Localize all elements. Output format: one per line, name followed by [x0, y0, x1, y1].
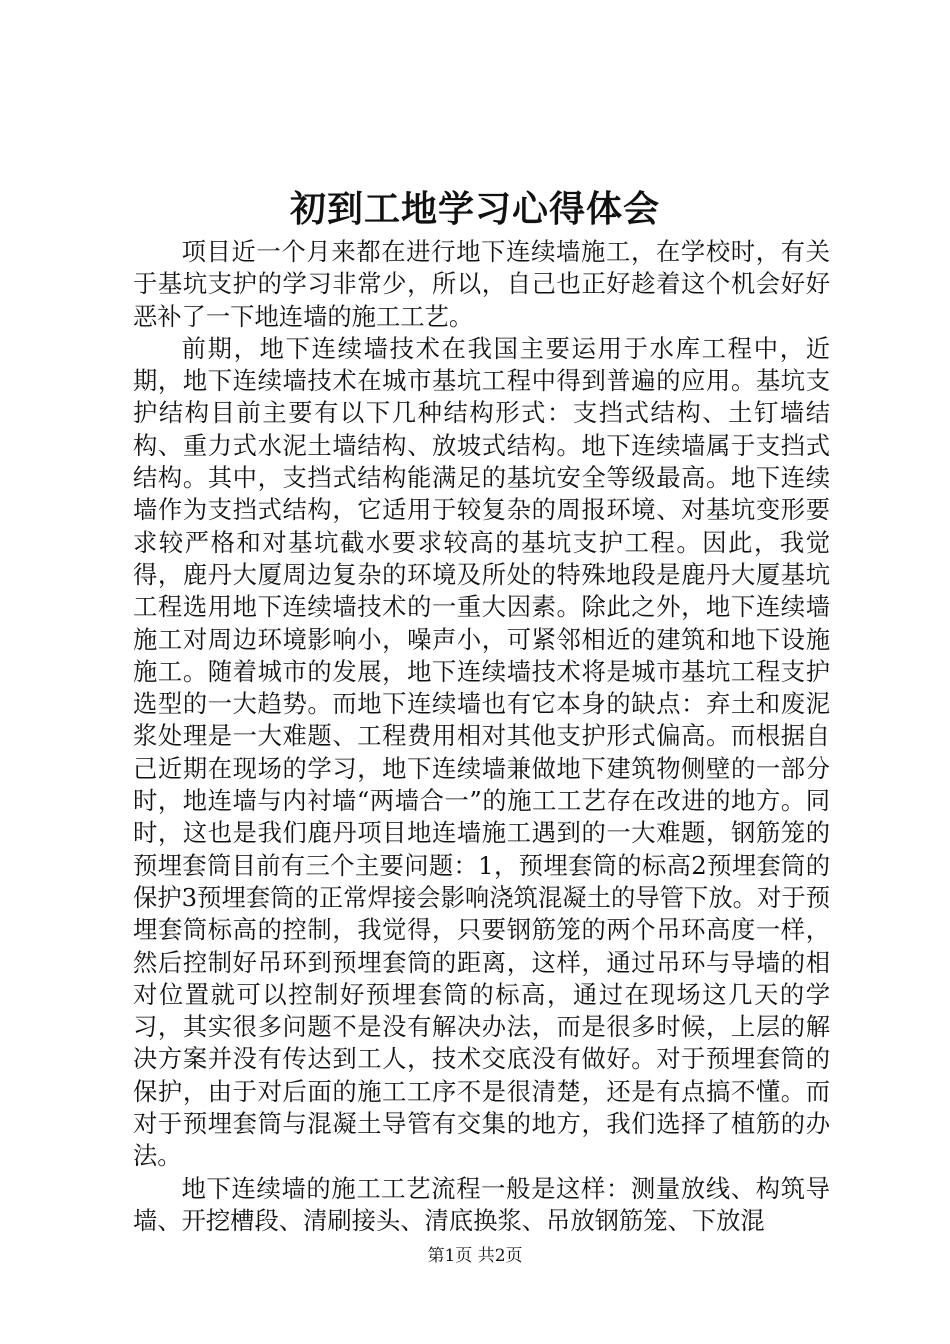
- document-title: 初到工地学习心得体会: [289, 188, 660, 230]
- paragraph-1: 项目近一个月来都在进行地下连续墙施工，在学校时，有关于基坑支护的学习非常少，所以，自己也正好趁着这个机会好好恶补了一下地连墙的施工工艺。: [133, 237, 830, 331]
- page-footer: 第1页 共2页: [427, 1246, 523, 1266]
- paragraph-2: 前期，地下连续墙技术在我国主要运用于水库工程中，近期，地下连续墙技术在城市基坑工程中得到普遍的应用。基坑支护结构目前主要有以下几种结构形式：支挡式结构、土钉墙结构、重力式水泥土墙结构、放坡式结构。地下连续墙属于支挡式结构。其中，支挡式结构能满足的基坑安全等级最高。地下连续墙作为支挡式结构，它适用于较复杂的周报环境、对基坑变形要求较严格和对基坑截水要求较高的基坑支护工程。因此，我觉得，鹿丹大厦周边复杂的环境及所处的特殊地段是鹿丹大厦基坑工程选用地下连续墙技术的一重大因素。除此之外，地下连续墙施工对周边环境影响小，噪声小，可紧邻相近的建筑和地下设施施工。随着城市的发展，地下连续墙技术将是城市基坑工程支护选型的一大趋势。而地下连续墙也有它本身的缺点：弃土和废泥浆处理是一大难题、工程费用相对其他支护形式偏高。而根据自己近期在现场的学习，地下连续墙兼做地下建筑物侧壁的一部分时，地连墙与内衬墙“两墙合一”的施工工艺存在改进的地方。同时，这也是我们鹿丹项目地连墙施工遇到的一大难题，钢筋笼的预埋套筒目前有三个主要问题：1，预埋套筒的标高2预埋套筒的保护3预埋套筒的正常焊接会影响浇筑混凝土的导管下放。对于预埋套筒标高的控制，我觉得，只要钢筋笼的两个吊环高度一样，然后控制好吊环到预埋套筒的距离，这样，通过吊环与导墙的相对位置就可以控制好预埋套筒的标高，通过在现场这几天的学习，其实很多问题不是没有解决办法，而是很多时候，上层的解决方案并没有传达到工人，技术交底没有做好。对于预埋套筒的保护，由于对后面的施工工序不是很清楚，还是有点搞不懂。而对于预埋套筒与混凝土导管有交集的地方，我们选择了植筋的办法。: [133, 333, 830, 1171]
- paragraph-3: 地下连续墙的施工工艺流程一般是这样：测量放线、构筑导墙、开挖槽段、清刷接头、清底换浆、吊放钢筋笼、下放混: [133, 1173, 830, 1235]
- document-body: [133, 236, 830, 1237]
